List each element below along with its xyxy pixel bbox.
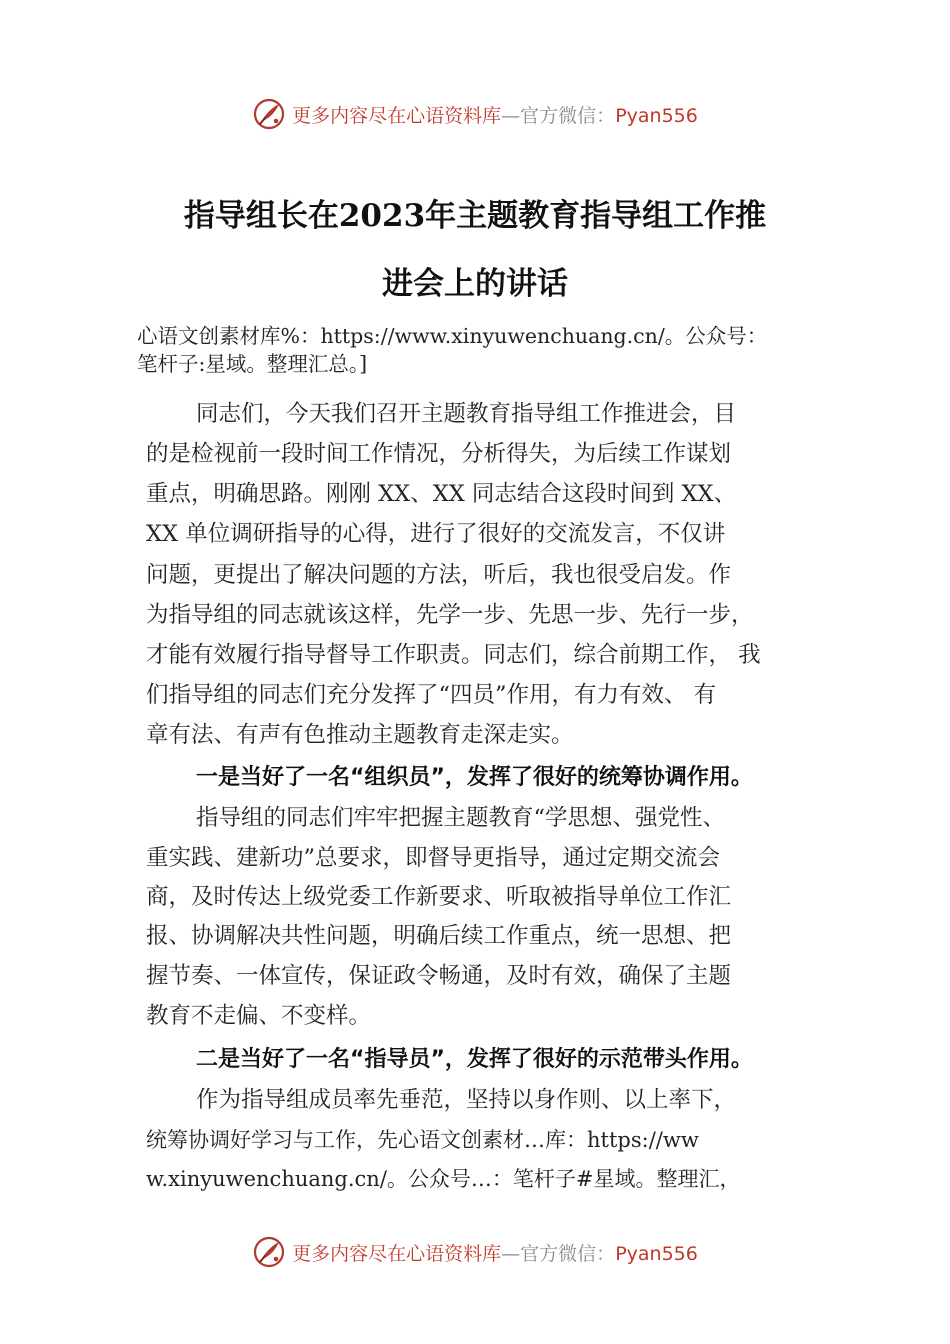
paragraph-line: 报、协调解决共性问题，明确后续工作重点，统一思想、把 <box>146 923 732 949</box>
section-heading-2: 二是当好了一名“指导员”，发挥了很好的示范带头作用。 <box>196 1047 753 1072</box>
paragraph-line: XX 单位调研指导的心得，进行了很好的交流发言，不仅讲 <box>146 521 726 547</box>
paragraph-line: w.xinyuwenchuang.cn/。公众号…：笔杆子#星域。整理汇， <box>146 1167 741 1191</box>
banner-separator: — <box>501 1242 521 1265</box>
quill-pen-logo-icon <box>252 97 286 131</box>
banner-text <box>292 1239 698 1266</box>
banner-text <box>292 101 698 128</box>
banner-wechat-label: 官方微信： <box>520 104 616 127</box>
section-heading-1: 一是当好了一名“组织员”，发挥了很好的统筹协调作用。 <box>196 765 753 790</box>
paragraph-line: 才能有效履行指导督导工作职责。同志们，综合前期工作， 我 <box>146 642 761 668</box>
paragraph-line: 握节奏、一体宣传，保证政令畅通，及时有效，确保了主题 <box>146 963 732 989</box>
paragraph-line: 为指导组的同志就该这样，先学一步、先思一步、先行一步， <box>146 602 754 628</box>
paragraph-line: 重实践、建新功”总要求，即督导更指导，通过定期交流会 <box>146 845 721 871</box>
document-title-line-2: 进会上的讲话 <box>382 266 568 302</box>
paragraph-line: 统筹协调好学习与工作，先心语文创素材…库：https://ww <box>146 1128 699 1152</box>
paragraph-line: 重点，明确思路。刚刚 XX、XX 同志结合这段时间到 XX、 <box>146 481 737 507</box>
paragraph-line: 章有法、有声有色推动主题教育走深走实。 <box>146 722 574 748</box>
paragraph-line: 同志们，今天我们召开主题教育指导组工作推进会，目 <box>196 401 737 427</box>
source-note-line-2: 笔杆子:星域。整理汇总。] <box>137 352 368 376</box>
paragraph-line: 作为指导组成员率先垂范，坚持以身作则、以上率下， <box>196 1087 737 1113</box>
banner-wechat-label: 官方微信： <box>520 1242 616 1265</box>
header-banner <box>0 94 950 134</box>
paragraph-line: 问题，更提出了解决问题的方法，听后，我也很受启发。作 <box>146 562 732 588</box>
footer-banner <box>0 1232 950 1272</box>
source-note-line-1: 心语文创素材库%：https://www.xinyuwenchuang.cn/。公众号： <box>137 324 768 348</box>
banner-slogan: 更多内容尽在心语资料库 <box>292 104 502 127</box>
paragraph-line: 们指导组的同志们充分发挥了“四员”作用，有力有效、 有 <box>146 682 717 708</box>
banner-account: Pyan556 <box>615 1242 698 1265</box>
paragraph-line: 指导组的同志们牢牢把握主题教育“学思想、强党性、 <box>196 805 726 831</box>
paragraph-line: 教育不走偏、不变样。 <box>146 1003 372 1029</box>
quill-pen-logo-icon <box>252 1235 286 1269</box>
banner-slogan: 更多内容尽在心语资料库 <box>292 1242 502 1265</box>
banner-account: Pyan556 <box>615 104 698 127</box>
paragraph-line: 的是检视前一段时间工作情况，分析得失，为后续工作谋划 <box>146 441 732 467</box>
paragraph-line: 商，及时传达上级党委工作新要求、听取被指导单位工作汇 <box>146 884 732 910</box>
document-title-line-1: 指导组长在2023年主题教育指导组工作推 <box>183 198 767 234</box>
banner-separator: — <box>501 104 521 127</box>
